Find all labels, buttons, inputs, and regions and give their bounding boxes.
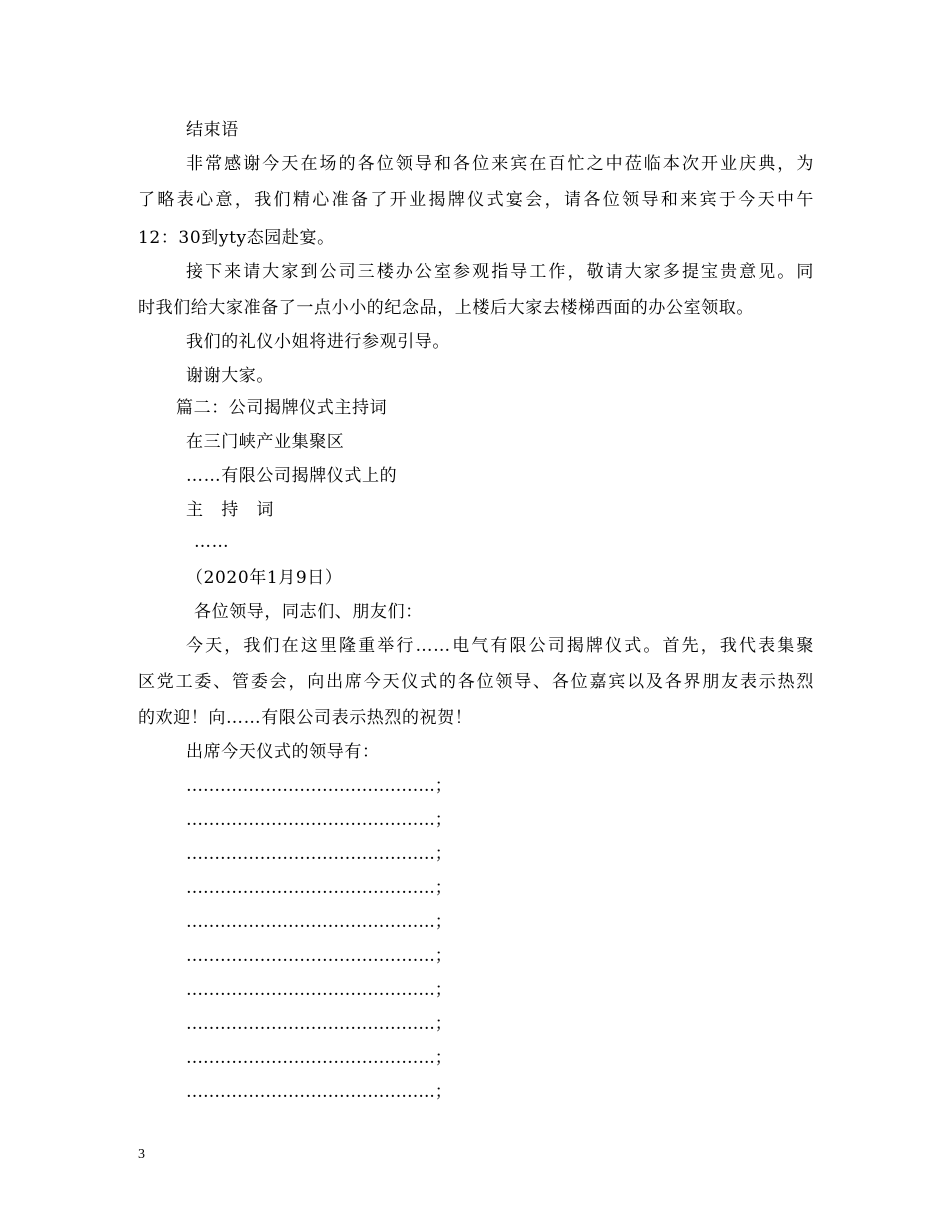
closing-paragraph-1-line-2: 了略表心意，我们精心准备了开业揭牌仪式宴会，请各位领导和来宾于今天中午 bbox=[138, 190, 814, 210]
page-number: 3 bbox=[138, 1147, 145, 1162]
leader-placeholder-line: ……………………………………..； bbox=[186, 980, 452, 1000]
leader-placeholder-line: ……………………………………..； bbox=[186, 1014, 452, 1034]
closing-paragraph-1-line-1: 非常感谢今天在场的各位领导和各位来宾在百忙之中莅临本次开业庆典，为 bbox=[186, 154, 814, 174]
ellipsis-line: …… bbox=[194, 532, 230, 552]
leader-placeholder-line: ……………………………………..； bbox=[186, 1082, 452, 1102]
company-line: ……有限公司揭牌仪式上的 bbox=[186, 466, 398, 486]
section-heading: 篇二：公司揭牌仪式主持词 bbox=[176, 398, 388, 418]
leader-placeholder-line: ……………………………………..； bbox=[186, 1048, 452, 1068]
host-word-title: 主 持 词 bbox=[186, 500, 274, 520]
closing-paragraph-2-line-2: 时我们给大家准备了一点小小的纪念品，上楼后大家去楼梯西面的办公室领取。 bbox=[138, 298, 754, 318]
leader-placeholder-line: ……………………………………..； bbox=[186, 776, 452, 796]
opening-paragraph-line-3: 的欢迎！向……有限公司表示热烈的祝贺！ bbox=[138, 708, 473, 728]
salutation: 各位领导，同志们、朋友们： bbox=[194, 602, 423, 622]
leader-placeholder-line: ……………………………………..； bbox=[186, 912, 452, 932]
leaders-intro: 出席今天仪式的领导有： bbox=[186, 742, 380, 762]
leader-placeholder-line: ……………………………………..； bbox=[186, 946, 452, 966]
closing-paragraph-3: 我们的礼仪小姐将进行参观引导。 bbox=[186, 332, 450, 352]
location-line: 在三门峡产业集聚区 bbox=[186, 432, 345, 452]
opening-paragraph-line-1: 今天，我们在这里隆重举行……电气有限公司揭牌仪式。首先，我代表集聚 bbox=[186, 636, 814, 656]
closing-paragraph-2-line-1: 接下来请大家到公司三楼办公室参观指导工作，敬请大家多提宝贵意见。同 bbox=[186, 262, 814, 282]
closing-paragraph-1-line-3: 12：30到yty态园赴宴。 bbox=[138, 228, 335, 248]
leader-placeholder-line: ……………………………………..； bbox=[186, 844, 452, 864]
leader-placeholder-line: ……………………………………..； bbox=[186, 810, 452, 830]
closing-paragraph-4: 谢谢大家。 bbox=[186, 366, 274, 386]
date-line: （2020年1月9日） bbox=[186, 568, 343, 588]
opening-paragraph-line-2: 区党工委、管委会，向出席今天仪式的各位领导、各位嘉宾以及各界朋友表示热烈 bbox=[138, 672, 814, 692]
leader-placeholder-line: ……………………………………..； bbox=[186, 878, 452, 898]
closing-title: 结束语 bbox=[186, 120, 239, 140]
